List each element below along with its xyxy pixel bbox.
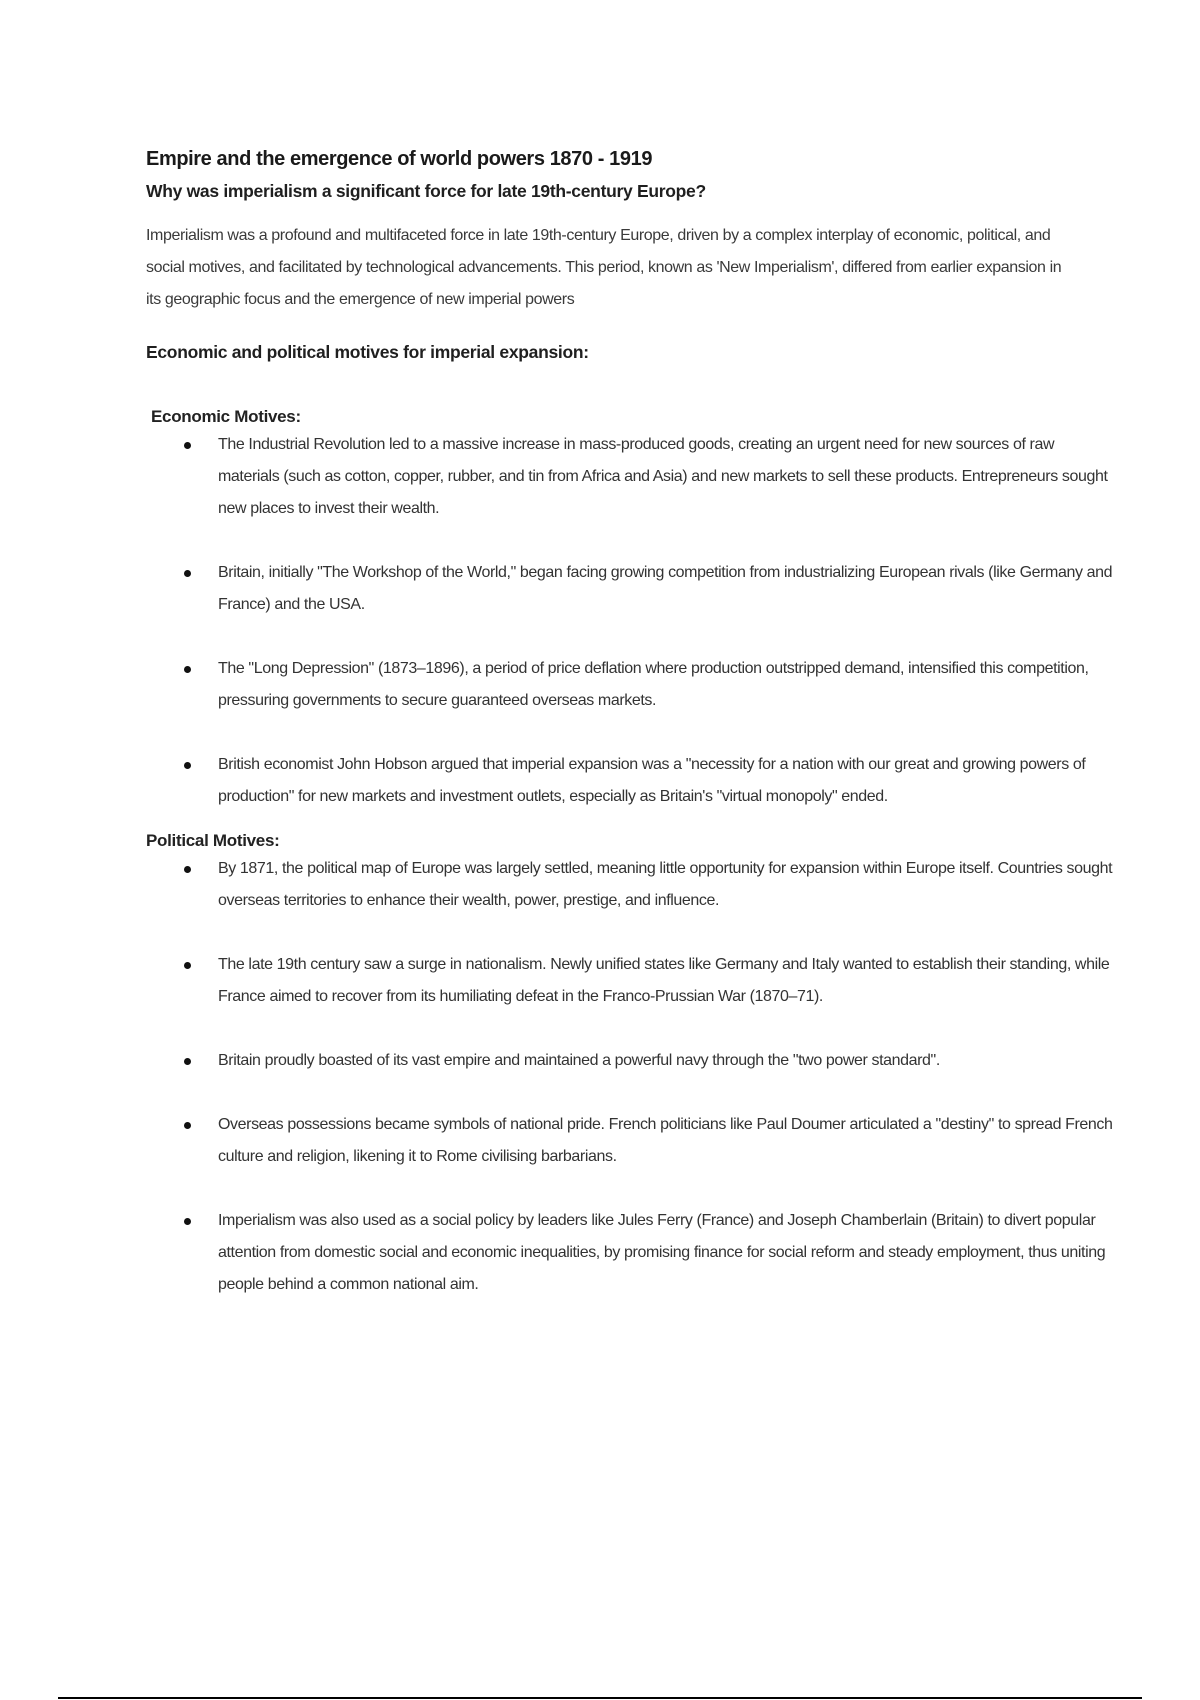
list-item-text: The Industrial Revolution led to a massive increase in mass-produced goods, creating an urgent need for new sources of raw materials (such as cotton, copper, rubber, and tin from Africa and Asia) and new markets to sell these products. Entrepreneurs sought new places to invest their wealth.: [218, 436, 1108, 517]
political-motives-heading: Political Motives:: [146, 831, 280, 850]
list-item: [146, 429, 1114, 525]
list-item: [146, 1109, 1114, 1173]
bullet-icon: [184, 666, 191, 673]
list-item-text: Britain proudly boasted of its vast empire and maintained a powerful navy through the "two power standard".: [218, 1052, 940, 1069]
economic-motives-list: [146, 429, 1113, 813]
economic-motives-heading: Economic Motives:: [151, 407, 301, 426]
list-item-text: British economist John Hobson argued that imperial expansion was a "necessity for a nation with our great and growing powers of production" for new markets and investment outlets, especially as Britain's "virtual monopoly" ended.: [218, 756, 1086, 805]
bullet-icon: [184, 866, 191, 873]
bullet-icon: [184, 1122, 191, 1129]
list-item-text: The late 19th century saw a surge in nationalism. Newly unified states like Germany and Italy wanted to establish their standing, while France aimed to recover from its humiliating defeat in the Franco-Prussian War (1870–71).: [218, 956, 1110, 1005]
document-body: [146, 148, 1113, 1301]
list-item: [146, 653, 1114, 717]
footer-divider: [58, 1697, 1142, 1699]
list-item: [146, 557, 1114, 621]
bullet-icon: [184, 962, 191, 969]
list-item-text: Britain, initially "The Workshop of the World," began facing growing competition from industrializing European rivals (like Germany and France) and the USA.: [218, 564, 1113, 613]
list-item: [146, 853, 1114, 917]
bullet-icon: [184, 762, 191, 769]
intro-paragraph: Imperialism was a profound and multifaceted force in late 19th-century Europe, driven by a complex interplay of economic, political, and social motives, and facilitated by technological advancements. This period, known as 'New Imperialism', differed from earlier expansion in its geographic focus and the emergence of new imperial powers: [146, 227, 1062, 308]
list-item-text: Imperialism was also used as a social policy by leaders like Jules Ferry (France) and Joseph Chamberlain (Britain) to divert popular attention from domestic social and economic inequalities, by promising finance for social reform and steady employment, thus uniting people behind a common national aim.: [218, 1212, 1106, 1293]
list-item: [146, 949, 1114, 1013]
document-question: Why was imperialism a significant force for late 19th-century Europe?: [146, 181, 706, 201]
document-title: Empire and the emergence of world powers 1870 - 1919: [146, 148, 653, 170]
list-item: [146, 1205, 1114, 1301]
bullet-icon: [184, 570, 191, 577]
bullet-icon: [184, 1058, 191, 1065]
bullet-icon: [184, 442, 191, 449]
list-item: [146, 749, 1114, 813]
list-item-text: The "Long Depression" (1873–1896), a period of price deflation where production outstripped demand, intensified this competition, pressuring governments to secure guaranteed overseas markets.: [218, 660, 1089, 709]
bullet-icon: [184, 1218, 191, 1225]
list-item-text: By 1871, the political map of Europe was largely settled, meaning little opportunity for expansion within Europe itself. Countries sought overseas territories to enhance their wealth, power, prestige, and influence.: [218, 860, 1113, 909]
list-item: [146, 1045, 1114, 1077]
political-motives-list: [146, 853, 1113, 1301]
section-heading: Economic and political motives for imperial expansion:: [146, 342, 589, 362]
list-item-text: Overseas possessions became symbols of national pride. French politicians like Paul Doumer articulated a "destiny" to spread French culture and religion, likening it to Rome civilising barbarians.: [218, 1116, 1113, 1165]
